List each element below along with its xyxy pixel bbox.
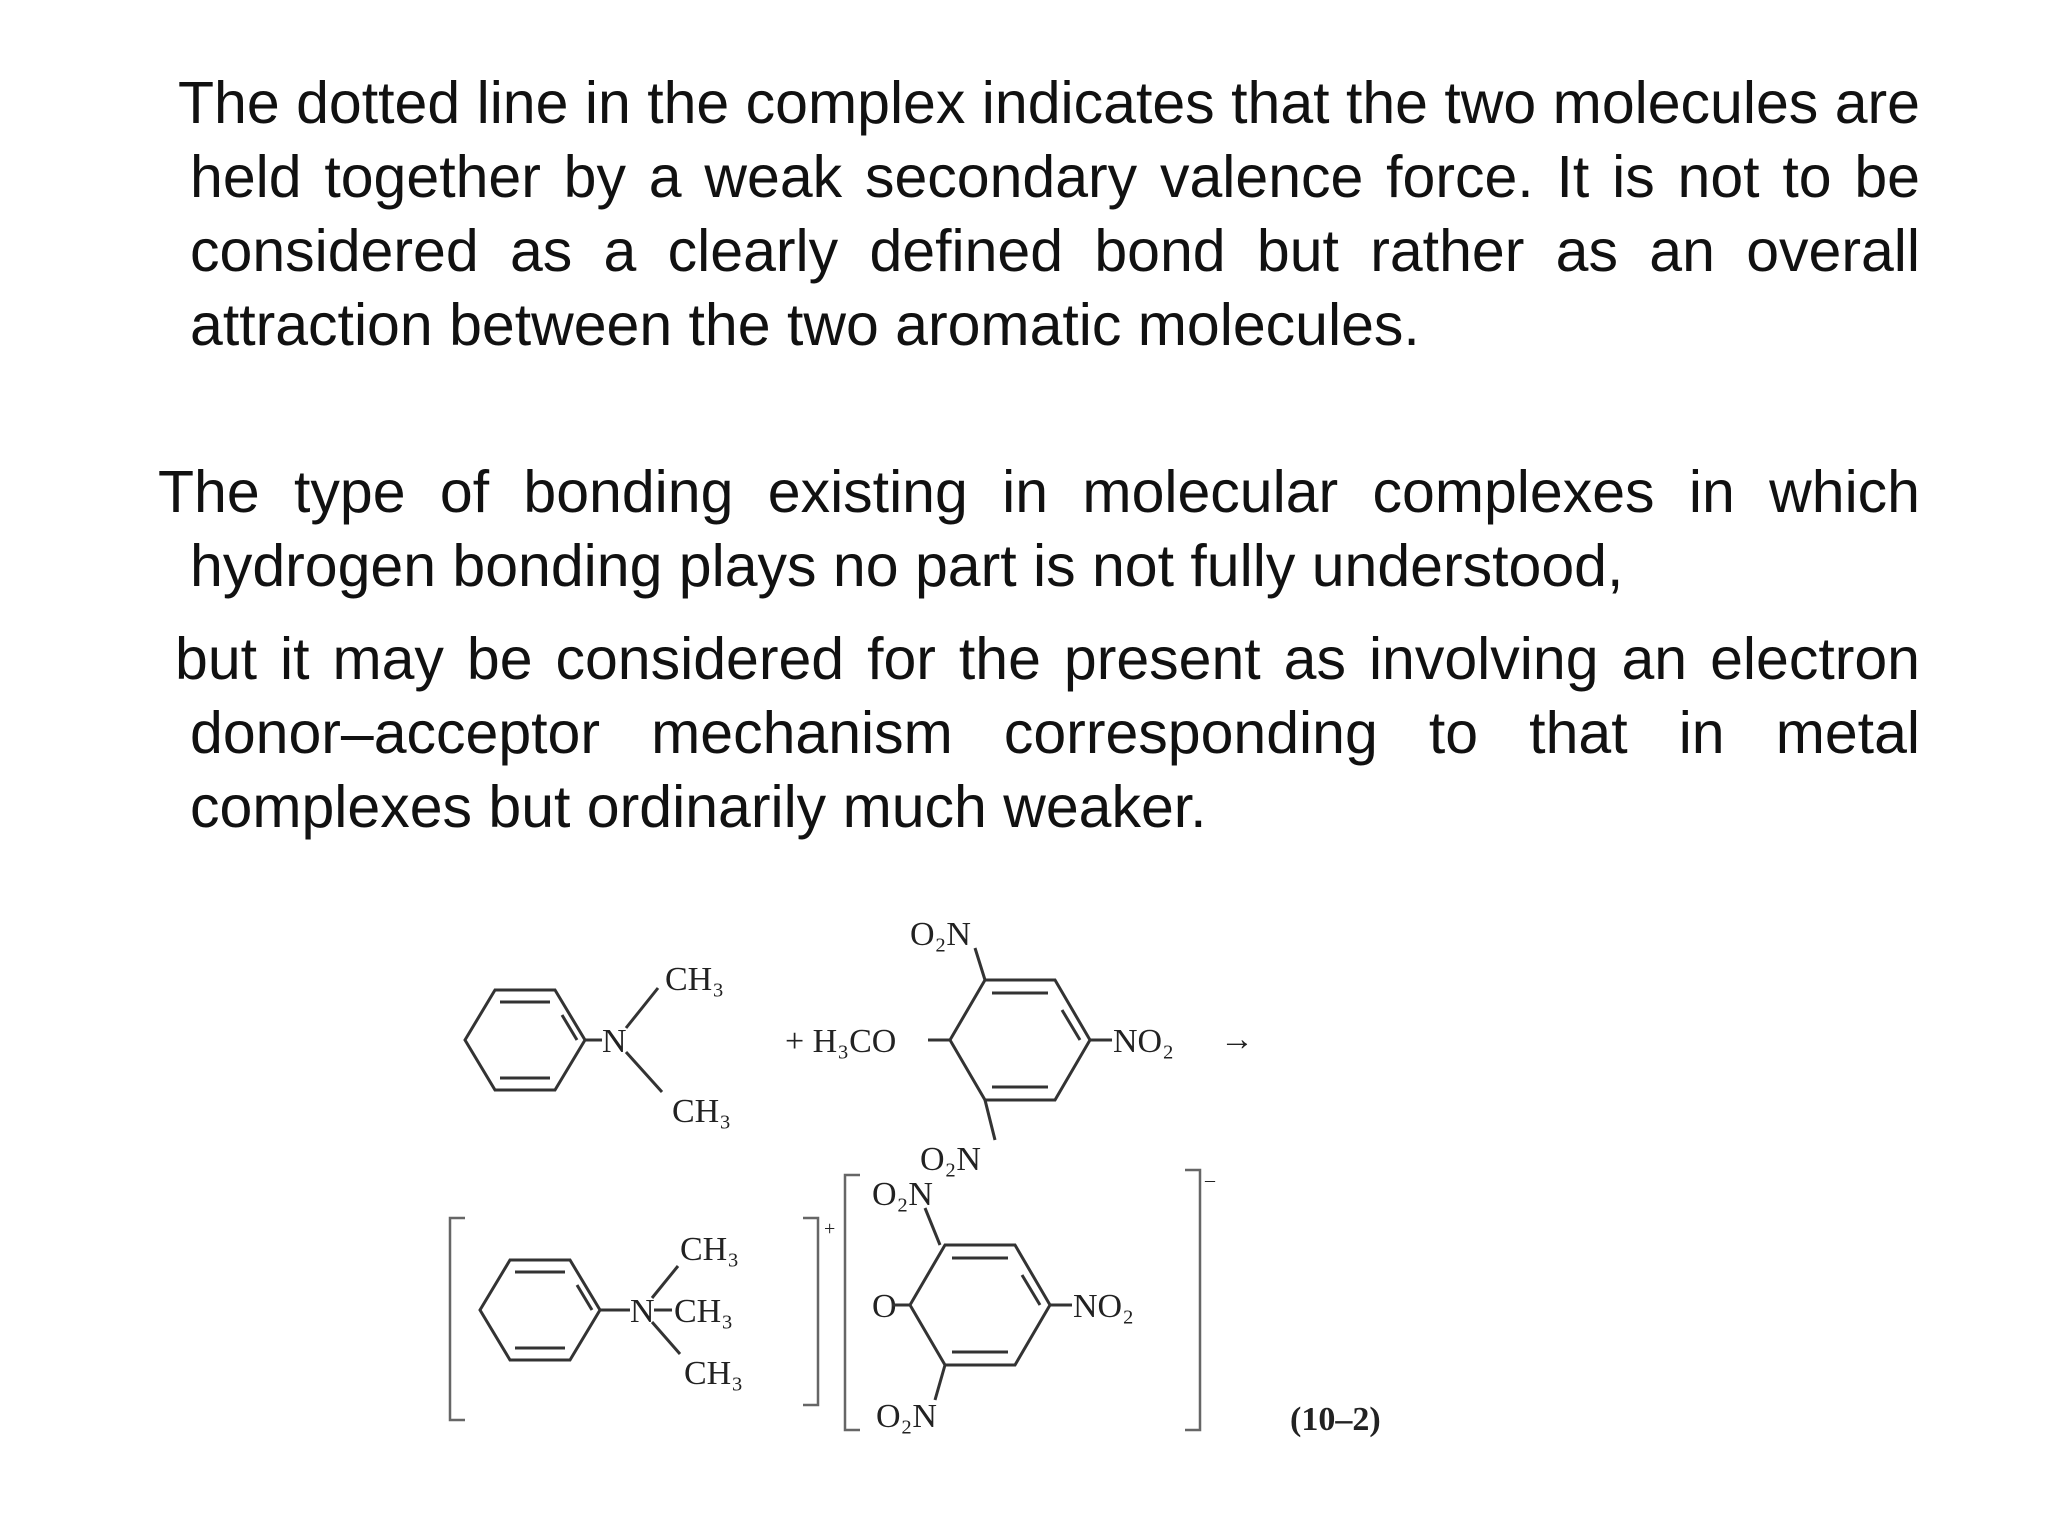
- anion-nitro-top-label: O₂N: [872, 1176, 933, 1213]
- reaction-scheme-drawing: [440, 900, 1460, 1460]
- dimethylaniline: [465, 961, 731, 1130]
- ammonium-n-label: N: [630, 1293, 655, 1330]
- anion-nitro-top-bond: [925, 1208, 940, 1245]
- equation-number: (10–2): [1290, 1401, 1381, 1438]
- nitro-top-bond: [975, 948, 985, 980]
- benzene-ring-2: [950, 980, 1090, 1100]
- anion-nitro-bottom-label: O₂N: [876, 1398, 937, 1435]
- paragraph-donor-acceptor: but it may be considered for the present as involving an electron donor–acceptor mechanism corresponding to that in metal complexes but ordinarily much weaker.: [175, 626, 1920, 840]
- ring-4-double-bond: [1022, 1275, 1040, 1305]
- anion-oxygen-label: O: [872, 1288, 897, 1325]
- methyl-b-label: CH₃: [674, 1293, 734, 1330]
- reaction-arrow: →: [1220, 1021, 1254, 1058]
- ring-3-double-bond: [577, 1285, 592, 1310]
- product-cation: [450, 1218, 835, 1420]
- methyl-top-label: CH₃: [665, 961, 725, 998]
- n-methyl-bond-top: [626, 988, 658, 1028]
- cation-bracket-left: [450, 1218, 465, 1420]
- anion-bracket-right: [1185, 1170, 1200, 1430]
- nitro-bottom-bond: [985, 1100, 995, 1140]
- n-methyl-bond-bottom: [626, 1052, 662, 1092]
- anion-nitro-right-label: NO₂: [1073, 1288, 1134, 1325]
- cation-bracket-right: [803, 1218, 818, 1405]
- amine-n-label: N: [602, 1023, 627, 1060]
- benzene-ring-1: [465, 990, 585, 1090]
- anion-nitro-bottom-bond: [935, 1365, 945, 1400]
- reaction-scheme: [440, 900, 1460, 1460]
- paragraph-bonding-type: The type of bonding existing in molecular complexes in which hydrogen bonding plays no part is not fully understood,: [158, 459, 1920, 599]
- anion-bracket-left: [845, 1175, 860, 1430]
- cation-charge: +: [824, 1218, 836, 1240]
- methyl-a-label: CH₃: [680, 1231, 740, 1268]
- nitro-right-label: NO₂: [1113, 1023, 1174, 1060]
- nitro-bottom-label: O₂N: [920, 1141, 981, 1178]
- benzene-ring-3: [480, 1260, 600, 1360]
- ring-2-double-bond: [1062, 1010, 1080, 1040]
- anion-charge: –: [1205, 1169, 1215, 1191]
- plus-methoxy-label: + H₃CO: [785, 1023, 897, 1060]
- product-anion: [845, 1169, 1216, 1435]
- trinitroanisole: [910, 916, 1174, 1178]
- benzene-ring-4: [910, 1245, 1050, 1365]
- paragraph-dotted-line: The dotted line in the complex indicates that the two molecules are held together by a weak secondary valence force. It is not to be considered as a clearly defined bond but rather as an overall attraction between the two aromatic molecules.: [178, 70, 1920, 358]
- methyl-bottom-label: CH₃: [672, 1093, 732, 1130]
- nitro-top-label: O₂N: [910, 916, 971, 953]
- methyl-c-label: CH₃: [684, 1355, 744, 1392]
- ring-1-double-bond: [562, 1015, 577, 1040]
